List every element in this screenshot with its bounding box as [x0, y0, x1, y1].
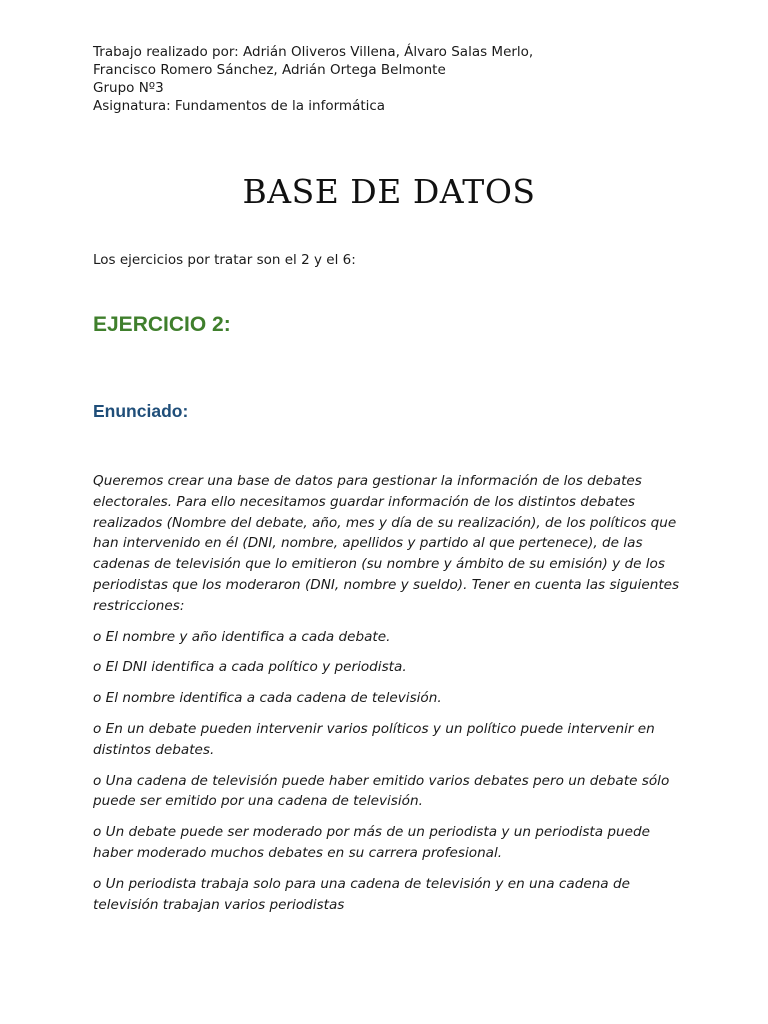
header-authors-line-2: Francisco Romero Sánchez, Adrián Ortega Belmonte [93, 62, 446, 78]
restriction-item: o El nombre y año identifica a cada debate. [93, 628, 391, 645]
document-title: BASE DE DATOS [242, 172, 536, 211]
header-authors-line-1: Trabajo realizado por: Adrián Oliveros Villena, Álvaro Salas Merlo, [93, 44, 534, 60]
enunciado-body [93, 471, 683, 925]
restriction-item: o El nombre identifica a cada cadena de televisión. [93, 690, 442, 707]
restriction-item: o El DNI identifica a cada político y periodista. [93, 659, 407, 676]
section-heading-ejercicio-2: EJERCICIO 2: [93, 313, 231, 336]
header-subject: Asignatura: Fundamentos de la informática [93, 98, 386, 114]
intro-text: Los ejercicios por tratar son el 2 y el 6: [93, 252, 356, 268]
restriction-item: o Una cadena de televisión puede haber emitido varios debates pero un debate sólo puede ser emitido por una cadena de televisión. [93, 772, 670, 810]
author-header [93, 43, 693, 115]
subheading-enunciado: Enunciado: [93, 401, 189, 421]
restriction-item: o Un periodista trabaja solo para una cadena de televisión y en una cadena de televisión trabajan varios periodistas [93, 875, 630, 913]
restriction-item: o Un debate puede ser moderado por más de un periodista y un periodista puede haber moderado muchos debates en su carrera profesional. [93, 824, 651, 861]
restriction-item: o En un debate pueden intervenir varios políticos y un político puede intervenir en distintos debates. [93, 720, 655, 758]
header-group: Grupo Nº3 [93, 80, 164, 96]
enunciado-paragraph: Queremos crear una base de datos para gestionar la información de los debates electorales. Para ello necesitamos guardar información de los distintos debates realizados (Nombre del debate, año, mes y día de su realización), de los políticos que han intervenido en él (DNI, nombre, apellidos y partido al que pertenece), de las cadenas de televisión que lo emitieron (su nombre y ámbito de su emisión) y de los periodistas que los moderaron (DNI, nombre y sueldo). Tener en cuenta las siguientes restricciones: [93, 473, 680, 614]
